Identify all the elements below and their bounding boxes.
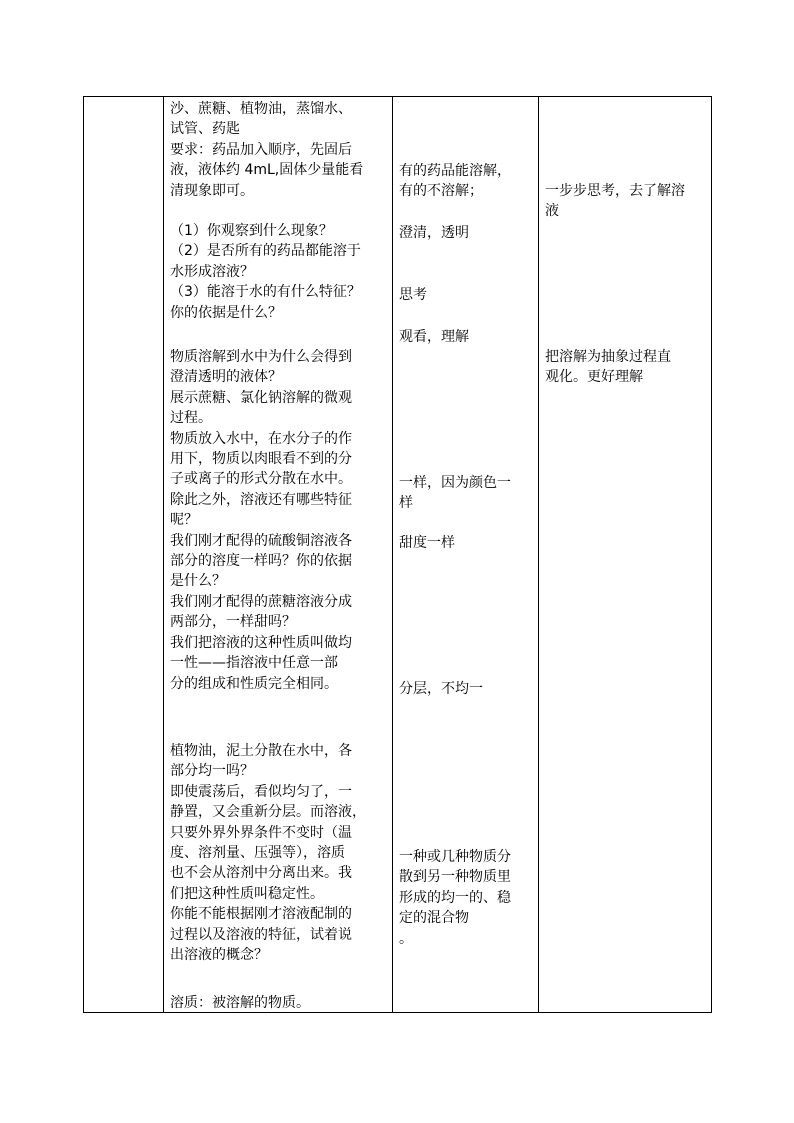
intent-text-block: 一步步思考，去了解溶 液 — [545, 183, 685, 220]
teacher-text-block: 物质溶解到水中为什么会得到 澄清透明的液体？ 展示蔗糖、氯化钠溶解的微观 过程。 物质放入水中，在水分子的作 用下，物质以肉眼看不到的分 子或离子的形式分散在水中。 除此之外，溶液还有哪些特征 呢？ 我们刚才配得的硫酸铜溶液各 部分的溶度一样吗？你的依据 是什么？ 我们刚才配得的蔗糖溶液分成 两部分，一样甜吗？ 我们把溶液的这种性质叫做均 一性——指溶液中任意一部 分的组成和性质完全相同。 — [170, 349, 352, 692]
teacher-text-block: 植物油，泥土分散在水中，各 部分均一吗？ 即使震荡后，看似均匀了，一 静置，又会重新分层。而溶液， 只要外界外界条件不变时（温 度、溶剂量、压强等），溶质 也不会从溶剂中分离出来。我 们把这种性质叫稳定性。 你能不能根据刚才溶液配制的 过程以及溶液的特征，试着说 出溶液的概念？ — [170, 743, 366, 964]
student-activity-cell — [393, 97, 539, 1013]
teacher-activity-cell — [164, 97, 393, 1013]
student-text-block: 一样，因为颜色一 样 — [399, 475, 511, 512]
student-text-block: 有的药品能溶解， 有的不溶解； — [399, 163, 511, 200]
teacher-text-block: 沙、蔗糖、植物油，蒸馏水、 试管、药匙 要求：药品加入顺序，先固后 液，液体约 4mL,固体少量能看 清现象即可。 — [170, 101, 364, 199]
student-text-block: 一种或几种物质分 散到另一种物质里 形成的均一的、稳 定的混合物 。 — [399, 849, 511, 947]
teacher-text-block: 溶质：被溶解的物质。 — [170, 995, 310, 1011]
student-text-block: 思考 — [399, 287, 427, 303]
student-text-block: 澄清，透明 — [399, 225, 469, 241]
table-row — [84, 97, 712, 1013]
lesson-plan-table — [83, 96, 712, 1013]
stage-cell — [84, 97, 164, 1013]
student-text-block: 分层，不均一 — [399, 681, 483, 697]
student-text-block: 甜度一样 — [399, 535, 455, 551]
student-text-block: 观看，理解 — [399, 329, 469, 345]
intent-text-block: 把溶解为抽象过程直 观化。更好理解 — [545, 349, 671, 386]
teacher-text-block: （1）你观察到什么现象？ （2）是否所有的药品都能溶于 水形成溶液？ （3）能溶于水的有什么特征？ 你的依据是什么？ — [170, 223, 361, 321]
design-intent-cell — [539, 97, 712, 1013]
